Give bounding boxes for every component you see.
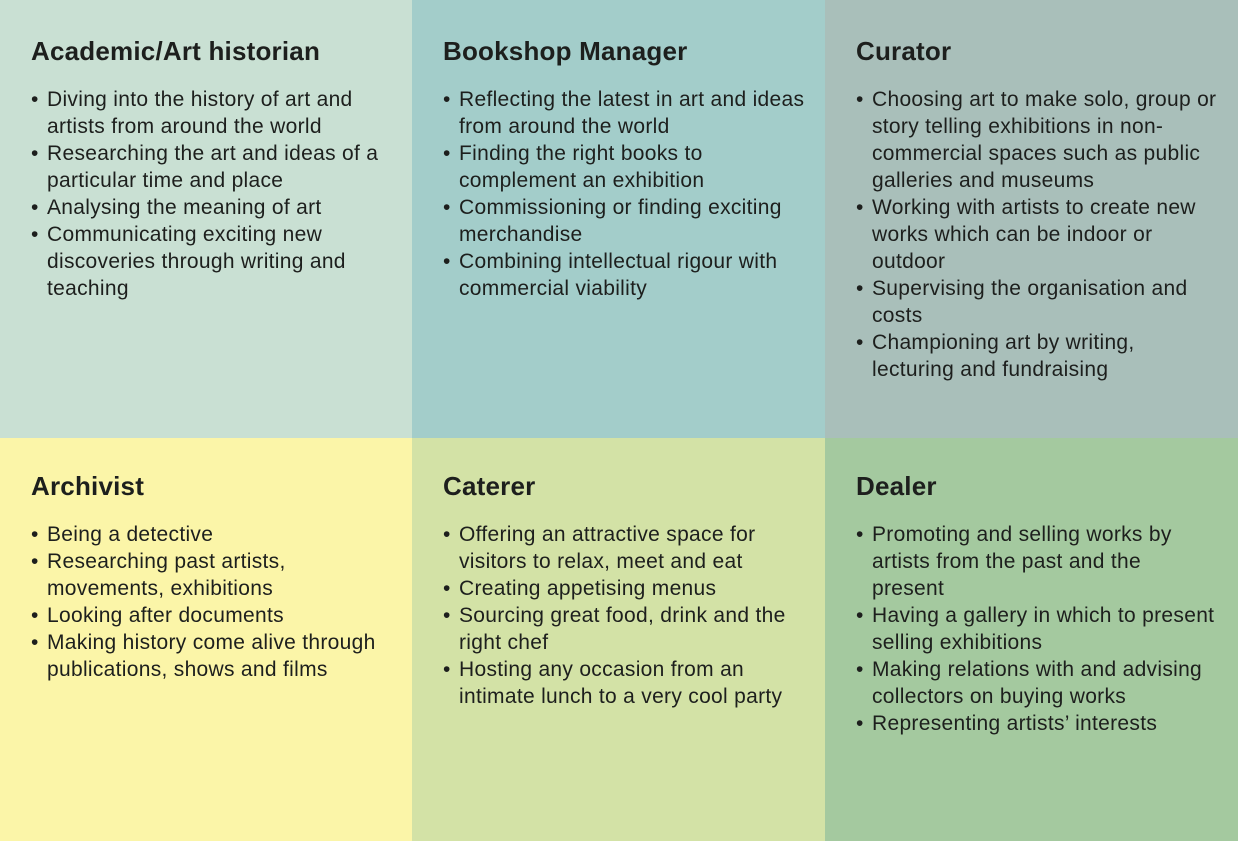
list-item: • Combining intellectual rigour with commercial viability [443,248,805,302]
role-title: Dealer [856,471,937,501]
role-card-bookshop-manager [412,0,825,438]
role-card-archivist [0,438,412,841]
role-duties-list [31,86,392,302]
role-duties-list [31,521,392,683]
role-title: Academic/Art historian [31,36,321,66]
list-item: • Reflecting the latest in art and ideas from around the world [443,86,805,140]
role-title: Bookshop Manager [443,36,688,66]
list-item: • Diving into the history of art and artists from around the world [31,86,392,140]
list-item: • Creating appetising menus [443,575,805,602]
role-title: Curator [856,36,952,66]
list-item: • Offering an attractive space for visitors to relax, meet and eat [443,521,805,575]
role-title: Archivist [31,471,145,501]
list-item: • Choosing art to make solo, group or story telling exhibitions in non-commercial spaces such as public galleries and museums [856,86,1218,194]
list-item: • Looking after documents [31,602,392,629]
list-item: • Communicating exciting new discoveries through writing and teaching [31,221,392,302]
list-item: • Sourcing great food, drink and the right chef [443,602,805,656]
list-item: • Championing art by writing, lecturing and fundraising [856,329,1218,383]
list-item: • Having a gallery in which to present selling exhibitions [856,602,1218,656]
list-item: • Working with artists to create new works which can be indoor or outdoor [856,194,1218,275]
role-duties-list [443,86,805,302]
role-duties-list [443,521,805,710]
role-card-academic [0,0,412,438]
list-item: • Finding the right books to complement an exhibition [443,140,805,194]
role-duties-list [856,521,1218,737]
role-title: Caterer [443,471,536,501]
list-item: • Promoting and selling works by artists from the past and the present [856,521,1218,602]
list-item: • Representing artists’ interests [856,710,1218,737]
role-card-dealer [825,438,1238,841]
list-item: • Analysing the meaning of art [31,194,392,221]
list-item: • Making relations with and advising collectors on buying works [856,656,1218,710]
list-item: • Making history come alive through publications, shows and films [31,629,392,683]
list-item: • Being a detective [31,521,392,548]
role-card-caterer [412,438,825,841]
list-item: • Supervising the organisation and costs [856,275,1218,329]
list-item: • Researching the art and ideas of a particular time and place [31,140,392,194]
role-duties-list [856,86,1218,383]
list-item: • Hosting any occasion from an intimate lunch to a very cool party [443,656,805,710]
list-item: • Commissioning or finding exciting merchandise [443,194,805,248]
role-card-curator [825,0,1238,438]
list-item: • Researching past artists, movements, exhibitions [31,548,392,602]
